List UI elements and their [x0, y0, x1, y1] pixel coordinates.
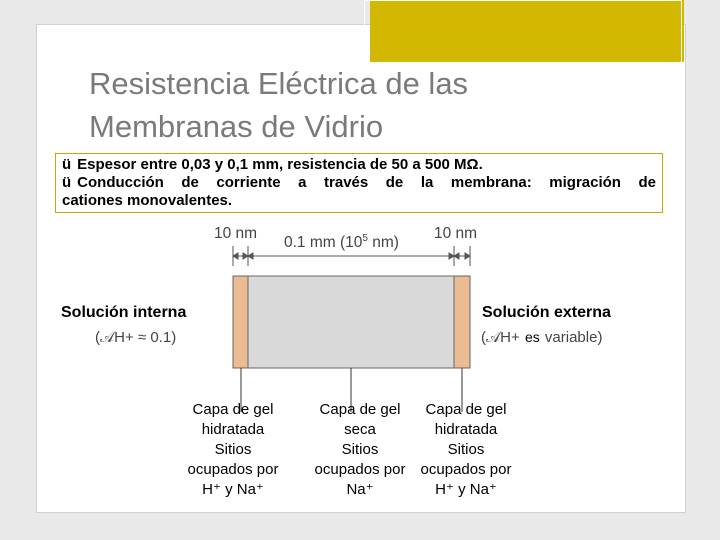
caption-line: Capa de gel [192, 401, 274, 418]
caption-line: ocupados por [187, 461, 279, 478]
caption-line: Sitios [214, 441, 252, 458]
caption-line: Sitios [341, 441, 379, 458]
caption-line: Capa de gel [425, 401, 507, 418]
caption-line: ocupados por [420, 461, 512, 478]
caption-line: Sitios [447, 441, 485, 458]
check-icon: ü [62, 156, 72, 173]
dim-left-label: 10 nm [214, 225, 258, 242]
caption-line: ocupados por [314, 461, 406, 478]
caption-left [176, 400, 290, 500]
caption-line: H⁺ y Na⁺ [202, 481, 264, 498]
caption-line: seca [344, 421, 376, 438]
right-gel-layer [454, 276, 470, 368]
check-icon: ü [62, 174, 72, 191]
external-solution-label: Solución externa [482, 304, 611, 321]
caption-line: Capa de gel [319, 401, 401, 418]
internal-activity-label: (𝒜H+ ≈ 0.1) [95, 329, 177, 346]
caption-line: Na⁺ [346, 481, 374, 498]
title-line-1: Resistencia Eléctrica de las [89, 66, 469, 101]
caption-line: H⁺ y Na⁺ [435, 481, 497, 498]
bullet-1-text: Espesor entre 0,03 y 0,1 mm, resistencia de 50 a 500 MΩ. [77, 156, 483, 173]
dim-right-label: 10 nm [434, 225, 478, 242]
dim-middle-label: 0.1 mm ($10^5$ nm) [284, 233, 399, 251]
bullet-2-text: Conducción de corriente a través de la membrana: migración de [77, 174, 656, 191]
caption-line: hidratada [201, 421, 265, 438]
external-activity-label: (𝒜H+ es variable) [481, 329, 603, 346]
caption-line: hidratada [434, 421, 498, 438]
dry-gel-layer [248, 276, 454, 368]
title-line-2: Membranas de Vidrio [89, 109, 384, 144]
es-label: es [524, 329, 540, 345]
internal-solution-label: Solución interna [61, 304, 187, 321]
caption-right [414, 400, 518, 500]
caption-middle [308, 400, 412, 500]
bullet-2-cont: cationes monovalentes. [62, 192, 233, 209]
left-gel-layer [233, 276, 248, 368]
